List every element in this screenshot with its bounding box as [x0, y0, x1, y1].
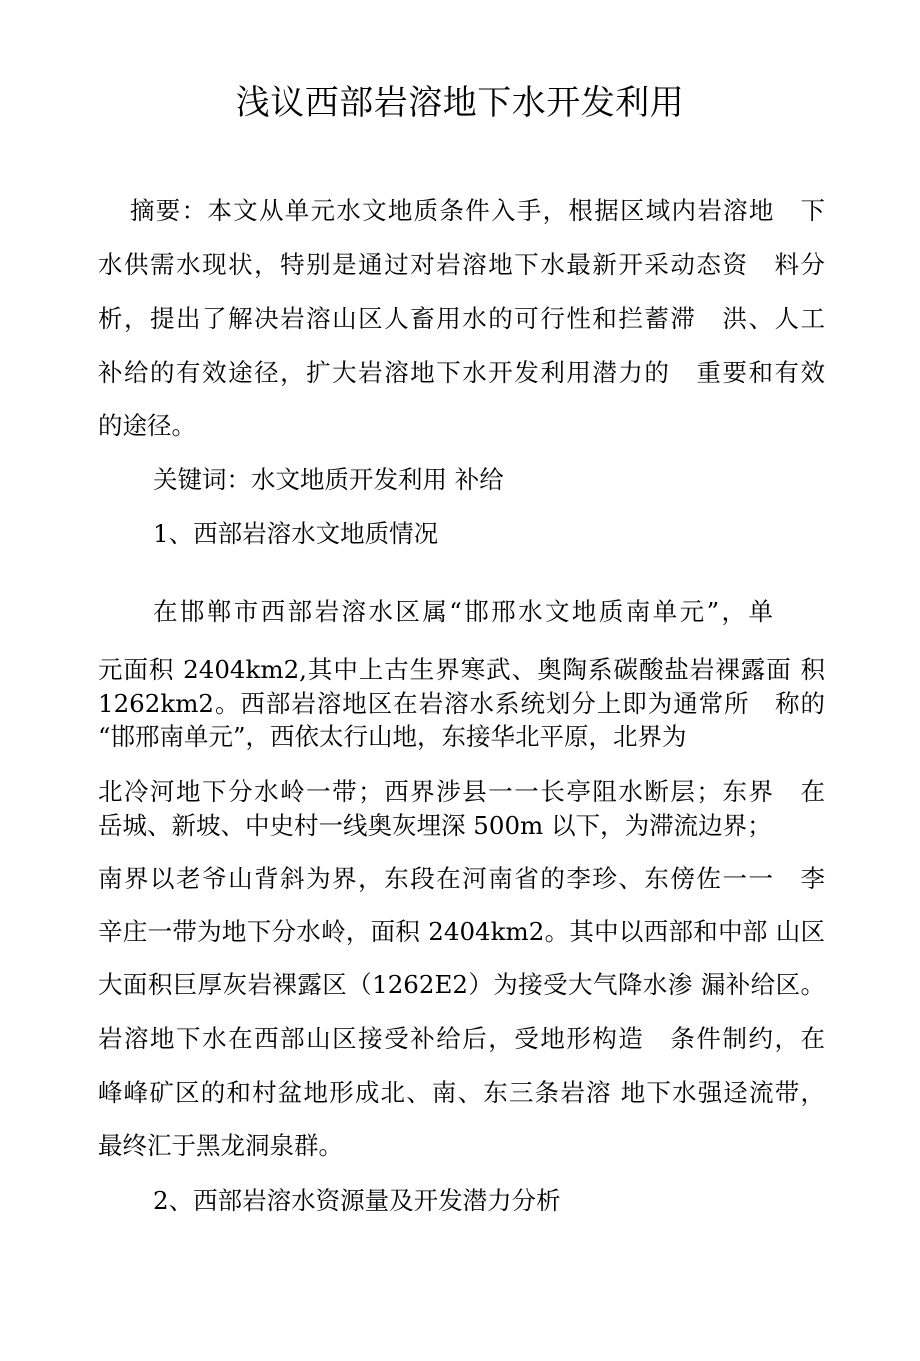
document-title: 浅议西部岩溶地下水开发利用: [235, 83, 685, 123]
body-line-4: “邯邢南单元”，西依太行山地，东接华北平原，北界为: [98, 722, 687, 751]
body-line-1: 在邯郸市西部岩溶水区属“邯邢水文地质南单元”，单: [153, 597, 773, 626]
abstract-line-2: 水供需水现状，特别是通过对岩溶地下水最新开采动态资 料分: [98, 250, 825, 279]
body-line-5: 北冷河地下分水岭一带；西界涉县一一长亭阻水断层；东界 在: [98, 777, 825, 806]
body-line-8: 辛庄一带为地下分水岭，面积 2404km2。其中以西部和中部 山区: [98, 917, 825, 946]
section-heading-1: 1、西部岩溶水文地质情况: [153, 519, 439, 548]
body-line-9: 大面积巨厚灰岩裸露区（1262E2）为接受大气降水渗 漏补给区。: [98, 970, 825, 999]
abstract-line-4: 补给的有效途径，扩大岩溶地下水开发利用潜力的 重要和有效: [98, 358, 825, 387]
keywords-line: 关键词：水文地质开发利用 补给: [153, 465, 504, 494]
abstract-line-5: 的途径。: [98, 411, 196, 440]
body-line-2: 元面积 2404km2,其中上古生界寒武、奥陶系碳酸盐岩裸露面 积: [98, 655, 825, 684]
body-line-3: 1262km2。西部岩溶地区在岩溶水系统划分上即为通常所 称的: [98, 689, 825, 718]
body-line-12: 最终汇于黑龙洞泉群。: [98, 1131, 343, 1160]
body-line-6: 岳城、新坡、中史村一线奥灰埋深 500m 以下，为滞流边界；: [98, 811, 772, 840]
body-line-7: 南界以老爷山背斜为界，东段在河南省的李珍、东傍佐一一 李: [98, 864, 825, 893]
abstract-line-1: 摘要：本文从单元水文地质条件入手，根据区域内岩溶地 下: [130, 196, 825, 225]
abstract-line-3: 析，提出了解决岩溶山区人畜用水的可行性和拦蓄滞 洪、人工: [98, 304, 825, 333]
body-line-10: 岩溶地下水在西部山区接受补给后，受地形构造 条件制约，在: [98, 1024, 825, 1053]
section-heading-2: 2、西部岩溶水资源量及开发潜力分析: [153, 1186, 561, 1215]
body-line-11: 峰峰矿区的和村盆地形成北、南、东三条岩溶 地下水强迳流带，: [98, 1078, 825, 1107]
